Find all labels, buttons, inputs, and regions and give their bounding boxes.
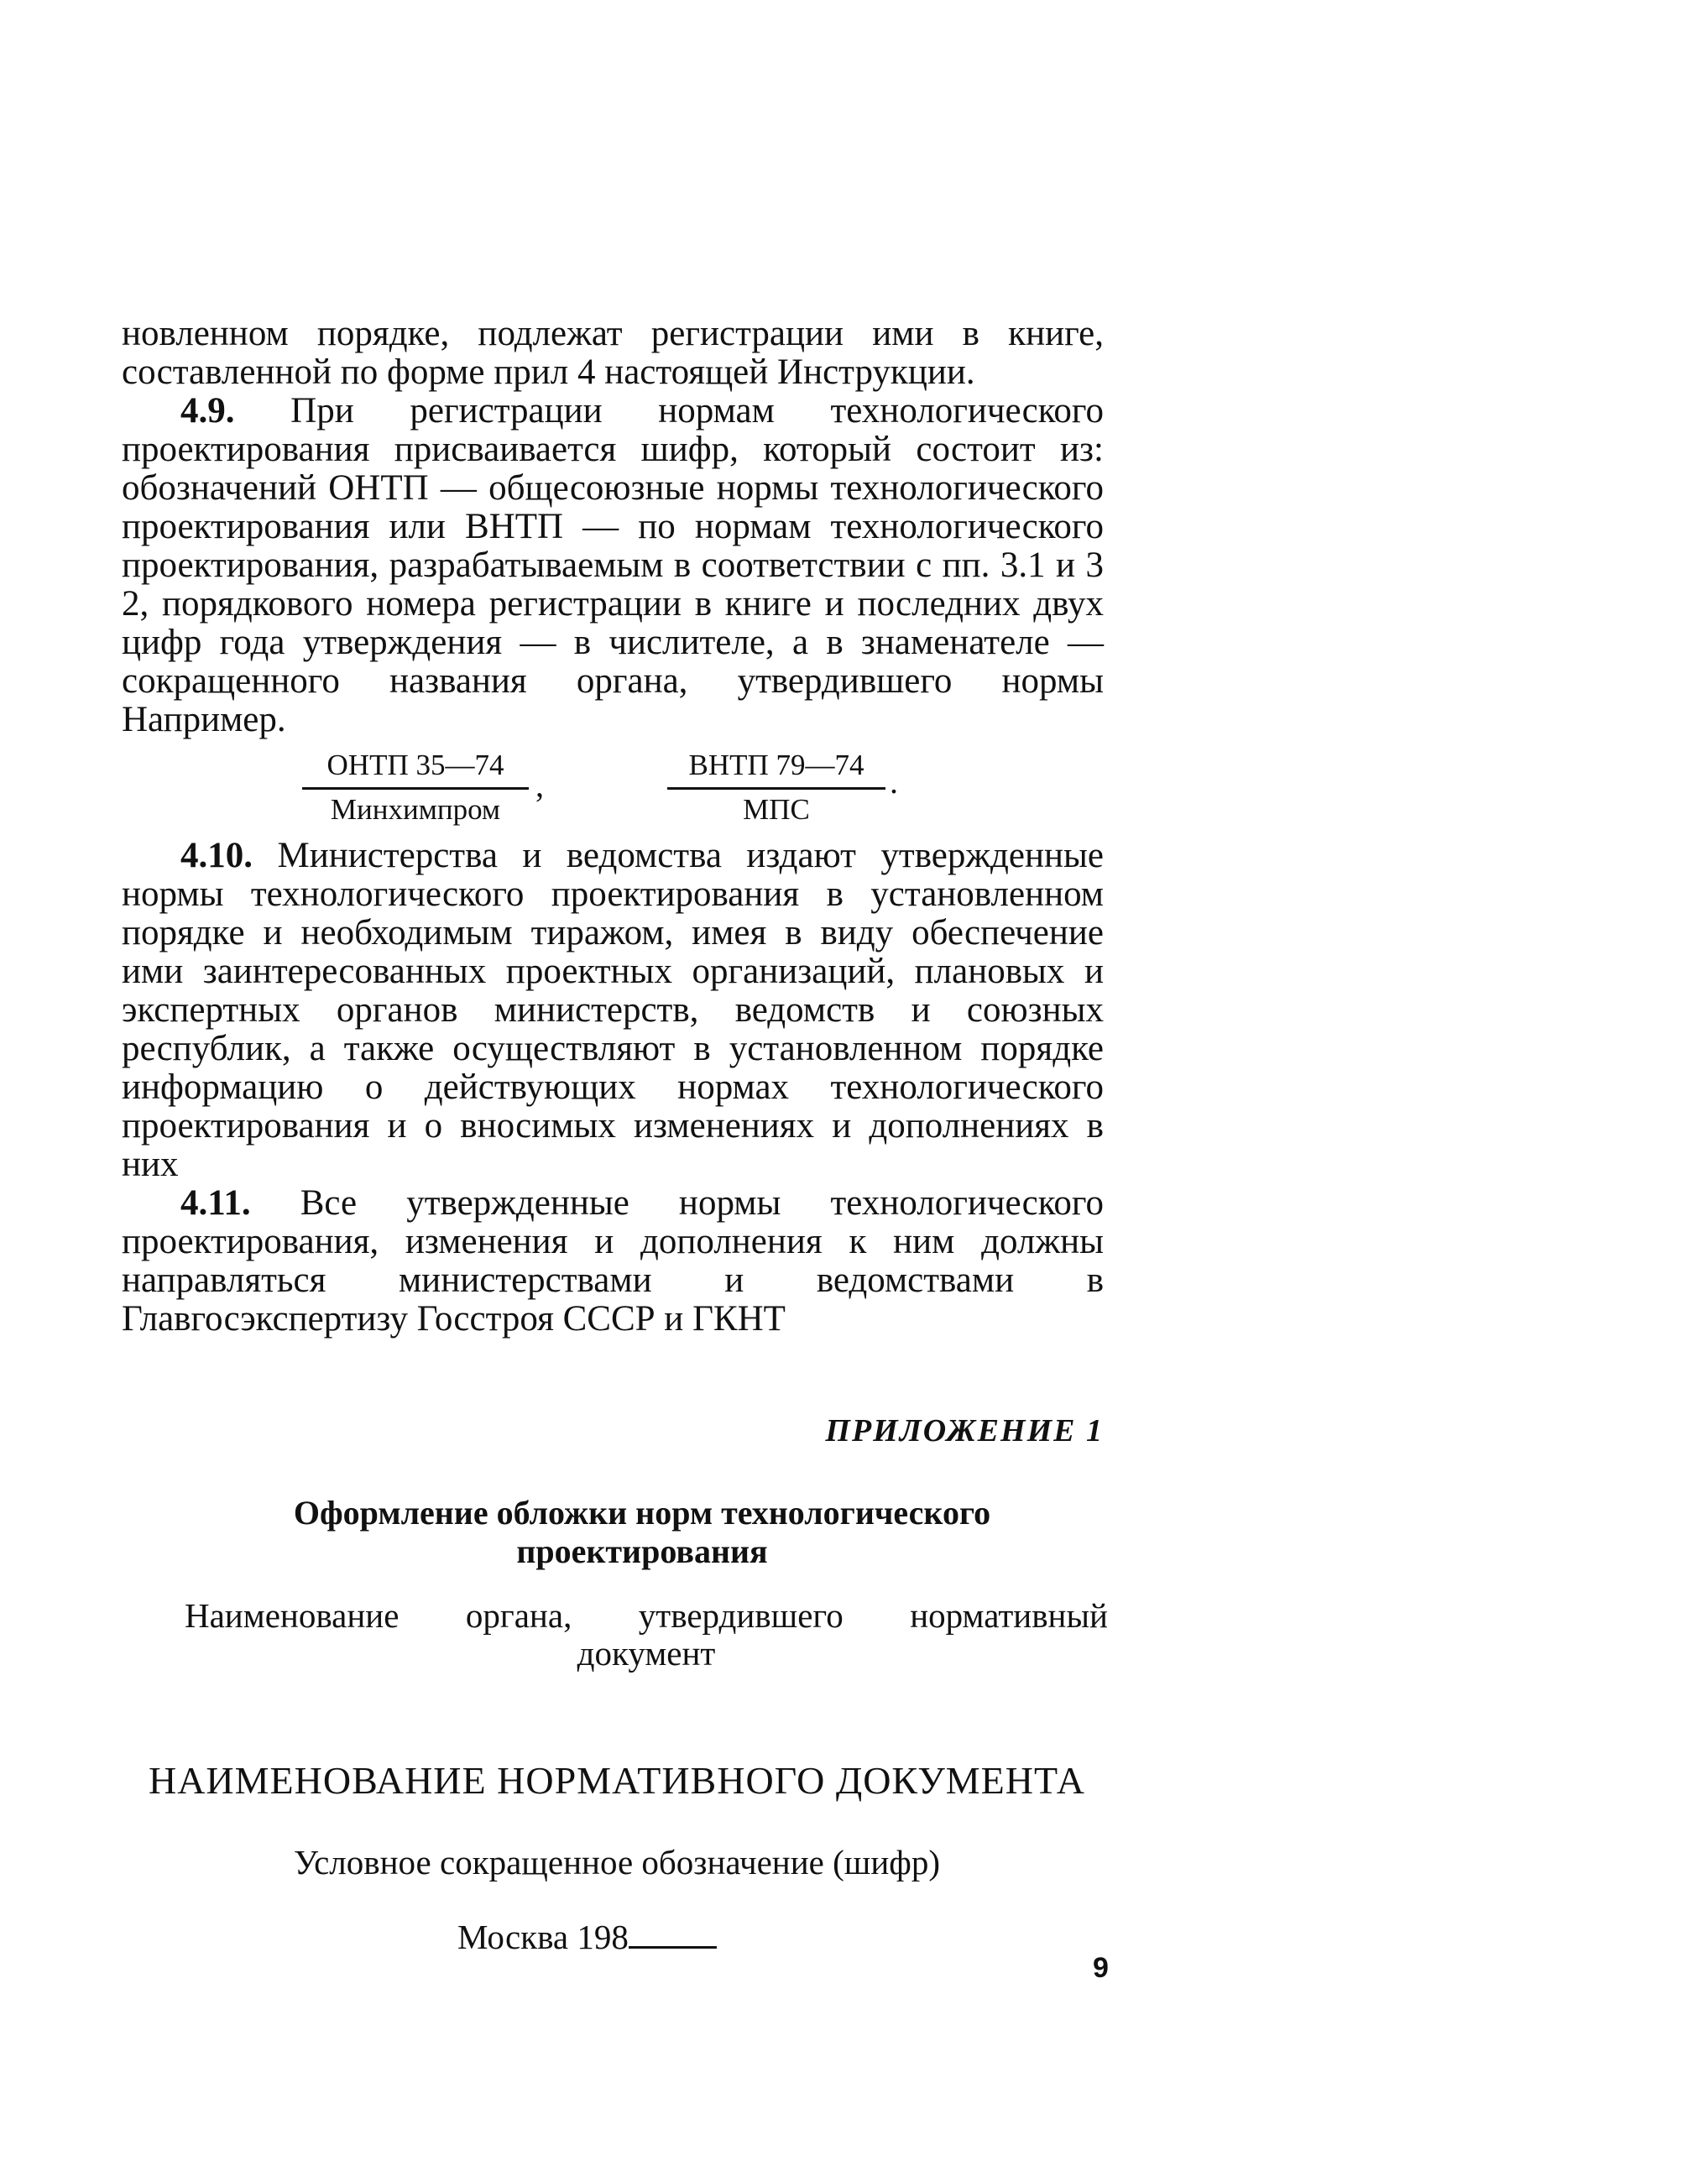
- section-4-text-continued: [122, 837, 1104, 1339]
- example-separator: ,: [535, 766, 544, 804]
- clause-number-4-9: 4.9.: [180, 391, 235, 431]
- clause-text-4-10: Министерства и ведомства издают утвержденные нормы технологического проектирования в установленном порядке и необходимым тиражом, имея в виду обеспечение ими заинтересованных проектных организаций, плановых и экспертных органов министерств, ведомств и союзных республик, а также осуществляют в установленном порядке информацию о действующих нормах технологического проектирования и о вносимых изменениях и дополнениях в них: [122, 836, 1104, 1184]
- year-blank-field: [629, 1916, 717, 1949]
- example-separator: .: [890, 763, 898, 801]
- paragraph-4-11: [122, 1184, 1104, 1339]
- cipher-example-vntp: [667, 747, 885, 830]
- clause-number-4-11: 4.11.: [180, 1183, 251, 1223]
- paragraph-4-10: [122, 837, 1104, 1184]
- paragraph-4-8-continuation: новленном порядке, подлежат регистрации ими в книге, составленной по форме прил 4 настоящей Инструкции.: [122, 314, 1104, 392]
- city-year-text: Москва 198: [457, 1918, 629, 1956]
- cipher-placeholder: Условное сокращенное обозначение (шифр): [293, 1843, 940, 1882]
- section-4-text: [122, 315, 1104, 739]
- document-name-placeholder: НАИМЕНОВАНИЕ НОРМАТИВНОГО ДОКУМЕНТА: [148, 1759, 1086, 1802]
- appendix-label: ПРИЛОЖЕНИЕ 1: [825, 1413, 1104, 1448]
- city-year-line: [457, 1916, 717, 1957]
- approving-organ-line: документ: [577, 1634, 716, 1673]
- clause-text-4-11: Все утвержденные нормы технологического проектирования, изменения и дополнения к ним должны направляться министерствами и ведомствами в Главгосэкспертизу Госстроя СССР и ГКНТ: [122, 1183, 1104, 1339]
- paragraph-4-9: [122, 392, 1104, 739]
- appendix-title: [168, 1494, 1116, 1571]
- fraction-numerator: ВНТП 79—74: [667, 747, 885, 790]
- fraction-denominator: Минхимпром: [330, 793, 501, 826]
- fraction-numerator: ОНТП 35—74: [302, 747, 529, 790]
- clause-text-4-9: При регистрации нормам технологического проектирования присваивается шифр, который состоит из: обозначений ОНТП — общесоюзные нормы технологического проектирования или ВНТП — по нормам технологического проектирования, разрабатываемым в соответствии с пп. 3.1 и 3 2, порядкового номера регистрации в книге и последних двух цифр года утверждения — в числителе, а в знаменателе — сокращенного названия органа, утвердившего нормы Например.: [122, 391, 1104, 739]
- page-number: 9: [1093, 1952, 1109, 1984]
- approving-organ-line: Наименование органа, утвердившего нормативный: [185, 1596, 1108, 1635]
- clause-number-4-10: 4.10.: [180, 836, 253, 875]
- cipher-example-ontp: [302, 747, 529, 830]
- appendix-title-line: проектирования: [516, 1532, 768, 1570]
- approving-organ-placeholder: [185, 1597, 1108, 1673]
- cipher-examples: [302, 747, 940, 827]
- fraction-denominator: МПС: [743, 793, 810, 826]
- appendix-title-line: Оформление обложки норм технологического: [293, 1494, 991, 1532]
